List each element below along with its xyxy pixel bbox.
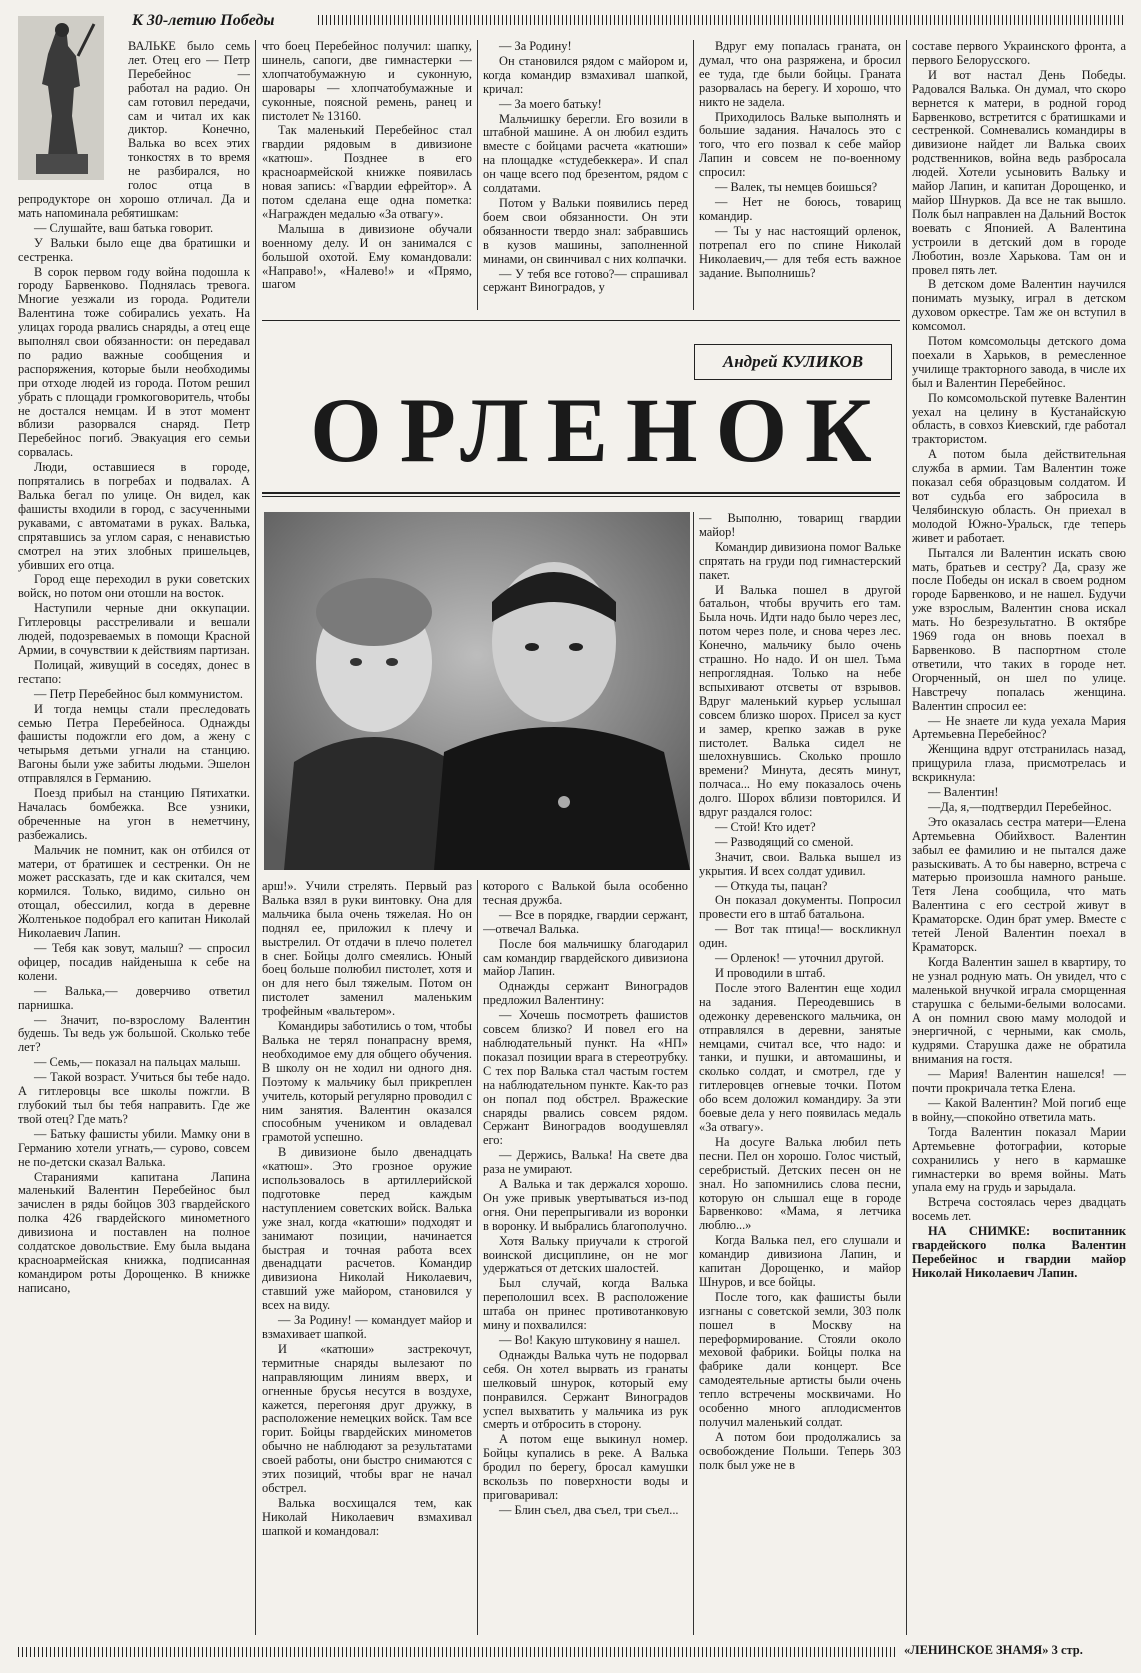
bottom-rule <box>18 1647 898 1657</box>
article-column-5 <box>912 40 1126 1605</box>
paragraph: Однажды сержант Виноградов предложил Валентину: <box>483 979 688 1008</box>
paragraph: Валька восхищался тем, как Николай Николаевич взмахивал шапкой и командовал: <box>262 1495 472 1538</box>
column-rule <box>693 40 694 310</box>
paragraph: Полицай, живущий в соседях, донес в гестапо: <box>18 657 250 686</box>
paragraph: По комсомольской путевке Валентин уехал на целину в Кустанайскую область, в совхоз Киевский, где работал трактористом. <box>912 390 1126 447</box>
paragraph: Город еще переходил в руки советских войск, но потом они отошли на восток. <box>18 572 250 601</box>
paragraph: Однажды Валька чуть не подорвал себя. Он хотел вырвать из гранаты шелковый шнурок, который ему понравился. Сержант Виноградов успел выхватить у мальчика из рук смерть и отбросить в сторону. <box>483 1347 688 1432</box>
paragraph: — Слушайте, ваш батька говорит. <box>34 220 214 235</box>
paragraph: Приходилось Вальке выполнять и большие задания. Началось это с того, что его позвал к себе майор Лапин и совсем не по-военному спросил: <box>699 109 901 180</box>
paragraph: арш!». Учили стрелять. Первый раз Валька взял в руки винтовку. Она для мальчика была очень тяжелая. Но он поднял ее, приложил к плечу и выстрелил. От отдачи в плечо полетел в снег. Бойцы долго смеялись. Юный боец больше полюбил пистолет, хотя и он для него был тяжелым. Потом он пистолет заменил маленьким трофейным «вальтером». <box>262 880 472 1019</box>
article-column-8 <box>483 880 688 1637</box>
photo-caption <box>912 1225 1126 1281</box>
paragraph: Когда Валька пел, его слушали и командир дивизиона Лапин, и капитан Дорощенко, и майор Шнуров, и все бойцы. <box>699 1233 901 1289</box>
paragraph: что боец Перебейнос получил: шапку, шинель, сапоги, две гимнастерки — хлопчатобумажную и суконную, шаровары — хлопчатобумажные и суконные, поясной ремень, ранец и пистолет № 13160. <box>262 40 472 123</box>
paragraph: Это оказалась сестра матери—Елена Артемьевна Обийхвост. Валентин забыл ее фамилию и не пытался даже разыскивать. А то бы наверно, встреча с матерью произошла намного раньше. Тетя Лена сообщила, что мать Валентина с его сестрой живут в Краматорске. Один брат умер. Вместе с тетей Леной Валентин поехал в Краматорск. <box>912 814 1126 954</box>
paragraph: Малыша в дивизионе обучали военному делу. И он занимался с большой охотой. Ему командовали: «Направо!», «Налево!» и «Прямо, шагом <box>262 221 472 292</box>
article-column-3-top <box>483 40 688 310</box>
paragraph: — У тебя все готово?— спрашивал сержант Виноградов, у <box>483 266 688 295</box>
article-photo <box>264 512 690 870</box>
paragraph: —Да, я,—подтвердил Перебейнос. <box>928 799 1112 814</box>
paragraph: Он показал документы. Попросил провести его в штаб батальона. <box>699 893 901 922</box>
paragraph: — За моего батьку! <box>499 96 602 111</box>
article-column-6 <box>699 512 901 1637</box>
caption-text: воспитанник гвардейского полка Валентин Перебейнос и гвардии майор Николай Николаевич Лапин. <box>912 1224 1126 1280</box>
paragraph: Хотя Вальку приучали к строгой воинской дисциплине, он не мог удержаться от детских шалостей. <box>483 1233 688 1276</box>
paragraph: После этого Валентин еще ходил на задания. Переодевшись в одежонку деревенского мальчика, он отправлялся в деревни, занятые немцами, считал все, что надо: и танки, и пушки, и автомашины, и сколько солдат, и смотрел, где у гитлеровцев огневые точки. Потом обо всем доложил командиру. За эти боевые дела у него появилась медаль «За отвагу». <box>699 980 901 1134</box>
paragraph: — Батьку фашисты убили. Мамку они в Германию хотели угнать,— сурово, совсем не по-детски сказал Валька. <box>18 1126 250 1169</box>
lead-paragraph: ВАЛЬКЕ было семь лет. Отец его — Петр Перебейнос — работал на радио. Он сам готовил передачи, сам и читал их как диктор. Конечно, Валька во всех этих тонкостях в то время не разбирался, но голос отца в репродукторе он хорошо отличал. Да и мать напоминала ребятишкам: <box>18 40 250 220</box>
rubric: К 30-летию Победы <box>132 12 275 29</box>
newspaper-footer: «ЛЕНИНСКОЕ ЗНАМЯ» 3 стр. <box>904 1643 1083 1657</box>
paragraph: — Нет не боюсь, товарищ командир. <box>699 194 901 223</box>
author-byline: Андрей КУЛИКОВ <box>694 344 892 380</box>
paragraph: — Петр Перебейнос был коммунистом. <box>34 686 243 701</box>
article-column-4-top <box>699 40 901 310</box>
paragraph: — Во! Какую штуковину я нашел. <box>499 1333 681 1347</box>
paragraph: Пытался ли Валентин искать свою мать, братьев и сестру? Да, сразу же после Победы он искал в своем родном городе Барвенково, и не нашел. Будучи уже взрослым, Валентин снова искал мать. Но безрезультатно. В октябре 1969 года он вновь поехал в Барвенково. В паспортном столе ответили, что таких в городе нет. Огорченный, он шел по улице. Навстречу попалась женщина. Валентин спросил ее: <box>912 545 1126 713</box>
paragraph: Тогда Валентин показал Марии Артемьевне фотографии, которые сохранились у него в кармашке гимнастерки во время войны. Мать упала ему на грудь и зарыдала. <box>912 1124 1126 1195</box>
paragraph: А Валька и так держался хорошо. Он уже привык увертываться из-под огня. Они перепрыгивали из воронки в воронку. И выбрались благополучно. <box>483 1177 688 1233</box>
paragraph: Он становился рядом с майором и, когда командир взмахивал шапкой, кричал: <box>483 53 688 96</box>
paragraph: В дивизионе было двенадцать «катюш». Это грозное оружие использовалось в артиллерийской подготовке перед каждым наступлением советских войск. Валька уже знал, когда «катюши» подходят и занимают позиции, начинается быстрая и точная работа всех двенадцати расчетов. Командир дивизиона Николай Николаевич, ставший уже майором, становился у всех на виду. <box>262 1145 472 1313</box>
paragraph: — Разводящий со сменой. <box>715 834 854 849</box>
paragraph: — Тебя как зовут, малыш? — спросил офицер, посадив найденыша к себе на колени. <box>18 941 250 983</box>
article-column-1 <box>18 40 250 1635</box>
paragraph: Мальчик не помнит, как он отбился от матери, от братишек и сестренки. Он не может рассказать, где и как скитался, чем кормился. Только, видимо, сильно он отощал, обессилил, когда в деревне Жолтенькое подобрал его капитан Николай Николаевич Лапин. <box>18 842 250 941</box>
column-rule <box>906 40 907 1635</box>
paragraph: У Вальки было еще два братишки и сестренка. <box>18 235 250 264</box>
paragraph: — Такой возраст. Учиться бы тебе надо. А гитлеровцы все школы пожгли. В глубокий тыл бы тебя направить. Где же твой отец? Где мать? <box>18 1070 250 1126</box>
paragraph: Мальчишку берегли. Его возили в штабной машине. А он любил ездить вместе с бойцами расчета «катюши» на площадке «студебеккера». И спал он чаще всего под брезентом, рядом с солдатами. <box>483 111 688 196</box>
paragraph: — Валек, ты немцев боишься? <box>715 180 878 195</box>
paragraph: После боя мальчишку благодарил сам командир гвардейского дивизиона майор Лапин. <box>483 936 688 979</box>
headline-rule-bottom-thin <box>262 496 900 497</box>
paragraph: И вот настал День Победы. Радовался Валька. Он думал, что скоро вернется к матери, в родной город Барвенково, встретится с братишками и сестренкой. Сомневались командиры в дивизионе найдет ли Валька своих родственников, война ведь разбросала людей. Хотели усыновить Вальку и майор Лапин, и капитан Дорощенко, и майор Шнурков. Да все не так вышло. Полк был направлен на Дальний Восток воевать с Японией. А Валентина устроили в детский дом в городе Люботин, возле Харькова. Там он и провел пять лет. <box>912 67 1126 277</box>
paragraph: Встреча состоялась через двадцать восемь лет. <box>912 1195 1126 1224</box>
headline-rule-top <box>262 320 900 321</box>
paragraph: И Валька пошел в другой батальон, чтобы вручить его там. Была ночь. Идти надо было через лес, потом через поле, и снова через лес. Конечно, мальчику было очень страшно. Но надо. И он шел. Тьма непроглядная. Только на небе вспыхивают отсветы от взрывов. Вдруг маленький курьер услышал совсем близко шорох. Присел за куст и замер, крепко зажав в руке пистолет. Валька сидел не шелохнувшись. Сколько прошло времени? Минута, десять минут, полчаса... Но ему показалось очень долго. Шорох вблизи повторился. И вдруг раздался голос: <box>699 582 901 820</box>
paragraph: — Мария! Валентин нашелся! — почти прокричала тетка Елена. <box>912 1067 1126 1096</box>
paragraph: И тогда немцы стали преследовать семью Петра Перебейноса. Однажды фашисты подожгли его дом, а жену с четырьмя детьми угнали на станцию. Вагоны были уже забиты людьми. Эшелон отправлялся в Германию. <box>18 701 250 786</box>
paragraph: Женщина вдруг отстранилась назад, прищурила глаза, присмотрелась и вскрикнула: <box>912 742 1126 785</box>
paragraph: А потом бои продолжались за освобождение Польши. Теперь 303 полк был уже не в <box>699 1429 901 1472</box>
paragraph: Потом у Вальки появились перед боем свои обязанности. Он эти обязанности твердо знал: забравшись в кузов машины, заполненной минами, он свинчивал с них колпачки. <box>483 195 688 266</box>
column-rule <box>693 512 694 1635</box>
caption-label: НА СНИМКЕ: <box>928 1224 1031 1239</box>
paragraph: — Вот так птица!— воскликнул один. <box>699 922 901 951</box>
paragraph: — Откуда ты, пацан? <box>715 878 828 893</box>
paragraph: Командир дивизиона помог Вальке спрятать на груди под гимнастерский пакет. <box>699 539 901 582</box>
paragraph: — Хочешь посмотреть фашистов совсем близко? И повел его на наблюдательный пункт. На «НП» показал позиции врага в стереотрубку. С тех пор Валька стал частым гостем на наблюдательном пункте. Как-то раз он попал под обстрел. Вражеские снаряды рвались совсем рядом. Сержант Виноградов воодушевлял его: <box>483 1008 688 1148</box>
paragraph: Был случай, когда Валька переполошил всех. В расположение штаба он принес противотанковую мину и похвалился: <box>483 1276 688 1333</box>
paragraph: Наступили черные дни оккупации. Гитлеровцы расстреливали и вешали людей, подозреваемых в помощи Красной Армии, в сочувствии к действиям партизан. <box>18 601 250 657</box>
paragraph: Потом комсомольцы детского дома поехали в Харьков, в ремесленное училище тракторного завода, в числе их был и Валентин Перебейнос. <box>912 334 1126 390</box>
paragraph: — Выполню, товарищ гвардии майор! <box>699 512 901 539</box>
paragraph: — Все в порядке, гвардии сержант,—отвечал Валька. <box>483 907 688 936</box>
article-column-7 <box>262 880 472 1637</box>
paragraph: Вдруг ему попалась граната, он думал, что она разряжена, и бросил ее туда, где были бойцы. Граната разорвалась на берегу. И хорошо, что никто не задела. <box>699 40 901 109</box>
headline: ОРЛЕНОК <box>310 379 890 481</box>
paragraph: — За Родину! <box>499 40 572 53</box>
article-column-2-top <box>262 40 472 310</box>
paragraph: — Орленок! — уточнил другой. <box>715 951 885 966</box>
paragraph: После того, как фашисты были изгнаны с советской земли, 303 полк пошел в Москву на переформирование. Стояли около меховой фабрики. Бойцы полка на фабрике дали концерт. Все самодеятельные артисты были очень тепло встречены москвичами. Но особенно много аплодисментов получил маленький солдат. <box>699 1289 901 1429</box>
paragraph: составе первого Украинского фронта, а первого Белорусского. <box>912 40 1126 67</box>
column-rule <box>477 40 478 310</box>
top-rule <box>318 15 1126 25</box>
paragraph: На досуге Валька любил петь песни. Пел он хорошо. Голос чистый, серебристый. Детских песен он не знал. Но запомнились слова песни, которую он слышал еще в городе Барвенково: «Мама, я летчика люблю...» <box>699 1134 901 1233</box>
paragraph: И «катюши» застрекочут, термитные снаряды вылезают по направляющим линиям вверх, и огненные брусья несутся в воздухе, кажется, перегоняя друг дружку, в расположение немецких войск. Там все горит. Бойцы гвардейских минометов обычно не наблюдают за результатами своей работы, они быстро снимаются с этих позиций, чтобы враг не начал обстрел. <box>262 1341 472 1495</box>
column-rule <box>255 40 256 1635</box>
paragraph: — Блин съел, два съел, три съел... <box>499 1502 679 1517</box>
paragraph: В детском доме Валентин научился понимать музыку, играл в детском духовом оркестре. Там же он вступил в комсомол. <box>912 277 1126 334</box>
paragraph: Люди, оставшиеся в городе, попрятались в погребах и подвалах. А Валька бегал по улице. Он видел, как фашисты входили в город, с засученными рукавами, с автоматами в руках. Валька, спрятавшись за углом сарая, с ненавистью смотрел на этих злобных пришельцев, убивших его отца. <box>18 460 250 572</box>
paragraph: А потом еще выкинул номер. Бойцы купались в реке. А Валька бродил по берегу, бросал камушки вскользь по поверхности воды и приговаривал: <box>483 1432 688 1502</box>
paragraph: — Значит, по-взрослому Валентин будешь. Ты ведь уж большой. Сколько тебе лет? <box>18 1012 250 1055</box>
paragraph: — Какой Валентин? Мой погиб еще в войну,—спокойно ответила мать. <box>912 1095 1126 1124</box>
paragraph: Так маленький Перебейнос стал гвардии рядовым в дивизионе «катюш». Позднее в его красноармейской книжке появилась новая запись: «Гвардии ефрейтор». А потом сделана еще одна пометка: «Награжден медалью «За отвагу». <box>262 123 472 221</box>
paragraph: Поезд прибыл на станцию Пятихатки. Началась бомбежка. Все узники, обреченные на угон в неметчину, разбежались. <box>18 786 250 842</box>
paragraph: которого с Валькой была особенно тесная дружба. <box>483 880 688 907</box>
paragraph: Командиры заботились о том, чтобы Валька не терял понапрасну время, необходимое ему для общего обучения. В школу он не ходил ни одного дня. Поэтому к мальчику был прикреплен учитель, который регулярно проводил с ним занятия. Валентин оказался способным учеником и овладевал грамотой успешно. <box>262 1019 472 1145</box>
paragraph: А потом была действительная служба в армии. Там Валентин тоже показал себя образцовым солдатом. И вот судьба его забросила в Челябинскую область. Он приехал в молодой Южно-Уральск, где теперь живет и работает. <box>912 447 1126 545</box>
paragraph: — Валентин! <box>928 785 999 800</box>
paragraph: — Семь,— показал на пальцах малыш. <box>34 1055 241 1070</box>
column-rule <box>477 880 478 1635</box>
paragraph: — Валька,— доверчиво ответил парнишка. <box>18 983 250 1012</box>
statue-float-spacer <box>18 40 128 182</box>
paragraph: И проводили в штаб. <box>715 966 826 980</box>
paragraph: Когда Валентин зашел в квартиру, то не узнал родную мать. Он увидел, что с маленькой внучкой играла сморщенная старушка с белыми-белыми волосами. А он помнил свою маму молодой и энергичной, с черными, как смоль, кудрями. Старушка даже не обратила внимания на гостя. <box>912 954 1126 1067</box>
paragraph: — Ты у нас настоящий орленок, потрепал его по спине Николай Николаевич,— для тебя есть важное задание. Выполнишь? <box>699 223 901 280</box>
paragraph: — Стой! Кто идет? <box>715 819 816 834</box>
paragraph: В сорок первом году война подошла к городу Барвенково. Поднялась тревога. Многие уезжали из города. Родители Валентина тоже собирались уехать. На улицах города рвались снаряды, а отец еще выполнял свои обязанности: он передавал по радио важные сообщения и распоряжения, которые были необходимы при отходе людей из города. Потом решил убрать с площади громкоговоритель, чтобы не достался немцам. И в этот момент вблизи разорвался снаряд. Петр Перебейнос погиб. Эвакуация его семьи сорвалась. <box>18 264 250 460</box>
paragraph: Стараниями капитана Лапина маленький Валентин Перебейнос был зачислен в ряды бойцов 303 гвардейского полка 426 гвардейского минометного дивизиона и поставлен на полное солдатское довольствие. Ему была выдана красноармейская книжка, подписанная командиром роты Дорощенко. В книжке написано, <box>18 1169 250 1295</box>
paragraph: — За Родину! — командует майор и взмахивает шапкой. <box>262 1313 472 1341</box>
paragraph: — Не знаете ли куда уехала Мария Артемьевна Перебейнос? <box>912 713 1126 742</box>
headline-rule-bottom <box>262 492 900 494</box>
paragraph: — Держись, Валька! На свете два раза не умирают. <box>483 1148 688 1177</box>
paragraph: Значит, свои. Валька вышел из укрытия. И всех солдат удивил. <box>699 849 901 878</box>
